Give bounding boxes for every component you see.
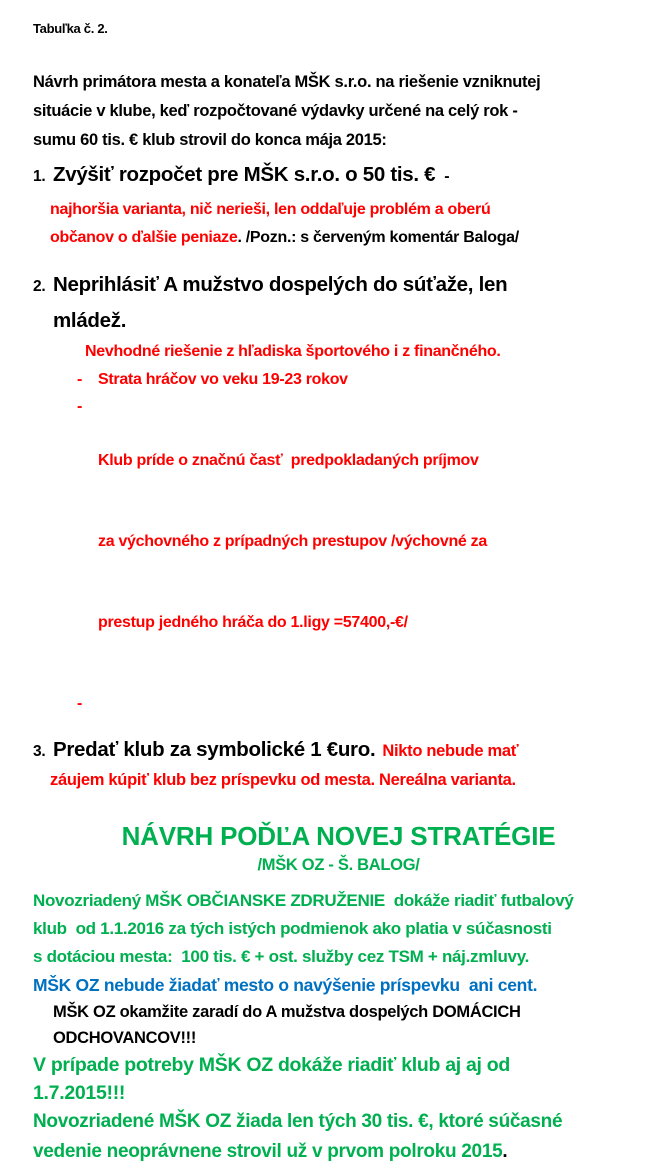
bullet-item-1 (33, 366, 644, 393)
option-1-comment (33, 196, 644, 252)
option-1-comment-line-2 (50, 224, 644, 252)
strategy-subtitle: /MŠK OZ - Š. BALOG/ (257, 856, 420, 874)
strategy-title: NÁVRH POĎĽA NOVEJ STRATÉGIE (121, 821, 556, 851)
intro-line-3: sumu 60 tis. € klub strovil do konca mája 2015: (33, 131, 387, 149)
bullet-1-text: Strata hráčov vo veku 19-23 rokov (98, 371, 348, 388)
option-2-heading-line-2: mládež. (53, 309, 127, 332)
option-2-heading (33, 268, 644, 338)
homegrown-line-1: MŠK OZ okamžite zaradí do A mužstva dospelých DOMÁCICH (53, 1003, 521, 1021)
bullet-dash: - (77, 695, 83, 712)
bullet-2-line-3: prestup jedného hráča do 1.ligy =57400,-€/ (98, 614, 408, 631)
bullet-dash: - (77, 398, 83, 415)
option-1-heading-dash: - (444, 168, 450, 185)
strategy-line-1: Novozriadený MŠK OBČIANSKE ZDRUŽENIE dokáže riadiť futbalový (33, 891, 574, 910)
takeover-line-1: V prípade potreby MŠK OZ dokáže riadiť klub aj aj od (33, 1054, 510, 1076)
option-1-heading-row (33, 160, 644, 192)
option-2-comment: Nevhodné riešenie z hľadiska športového i z finančného. (85, 343, 501, 360)
bullet-2-line-1: Klub príde o značnú časť predpokladaných príjmov (98, 452, 479, 469)
intro-line-2: situácie v klube, keď rozpočtované výdavky určené na celý rok - (33, 102, 518, 120)
bullet-item-3 (33, 690, 644, 717)
option-2-bullet-list (33, 366, 644, 717)
option-1-comment-line-1: najhoršia varianta, nič nerieši, len oddaľuje problém a oberú (50, 201, 491, 218)
intro-line-1: Návrh primátora mesta a konateľa MŠK s.r.o. na riešenie vzniknutej (33, 73, 541, 91)
funding-line-2-period: . (502, 1141, 508, 1162)
option-1-heading: Zvýšiť rozpočet pre MŠK s.r.o. o 50 tis. € (53, 163, 436, 186)
homegrown-players-statement (33, 999, 644, 1051)
option-3-comment-inline: Nikto nebude mať (382, 742, 519, 760)
table-caption: Tabuľka č. 2. (33, 21, 108, 36)
funding-line-2 (33, 1137, 644, 1167)
option-2-number: 2. (33, 278, 46, 295)
takeover-date-statement (33, 1051, 644, 1107)
funding-request-statement (33, 1107, 644, 1167)
option-1 (33, 160, 644, 252)
strategy-line-2: klub od 1.1.2016 za tých istých podmienok ako platia v súčasnosti (33, 919, 552, 938)
bullet-dash: - (77, 371, 83, 388)
intro-paragraph (33, 68, 644, 155)
option-3 (33, 735, 644, 794)
bullet-2-text (98, 393, 487, 690)
strategy-paragraph (33, 887, 644, 971)
no-increase-statement: MŠK OZ nebude žiadať mesto o navýšenie príspevku ani cent. (33, 975, 538, 995)
option-1-number: 1. (33, 168, 46, 185)
option-2-heading-line-1: Neprihlásiť A mužstvo dospelých do súťaže, len (53, 273, 508, 296)
option-3-number: 3. (33, 743, 46, 760)
option-3-comment-line-2: záujem kúpiť klub bez príspevku od mesta. Nereálna varianta. (50, 771, 516, 789)
option-3-heading: Predať klub za symbolické 1 €uro. (53, 738, 376, 761)
option-1-comment-black-note: . /Pozn.: s červeným komentár Baloga/ (237, 229, 519, 246)
option-3-heading-row (33, 735, 644, 767)
option-2-heading-row (33, 268, 644, 304)
bullet-2-line-2: za výchovného z prípadných prestupov /výchovné za (98, 533, 487, 550)
strategy-line-3: s dotáciou mesta: 100 tis. € + ost. služby cez TSM + náj.zmluvy. (33, 947, 530, 966)
homegrown-line-2: ODCHOVANCOV!!! (53, 1029, 197, 1047)
takeover-line-2: 1.7.2015!!! (33, 1082, 126, 1104)
bullet-item-2 (33, 393, 644, 690)
option-2 (33, 268, 644, 717)
option-1-comment-red-part: občanov o ďalšie peniaze (50, 229, 238, 246)
funding-line-1: Novozriadené MŠK OZ žiada len tých 30 tis. €, ktoré súčasné (33, 1111, 563, 1132)
funding-line-2-green-part: vedenie neoprávnene strovil už v prvom polroku 2015 (33, 1141, 503, 1162)
